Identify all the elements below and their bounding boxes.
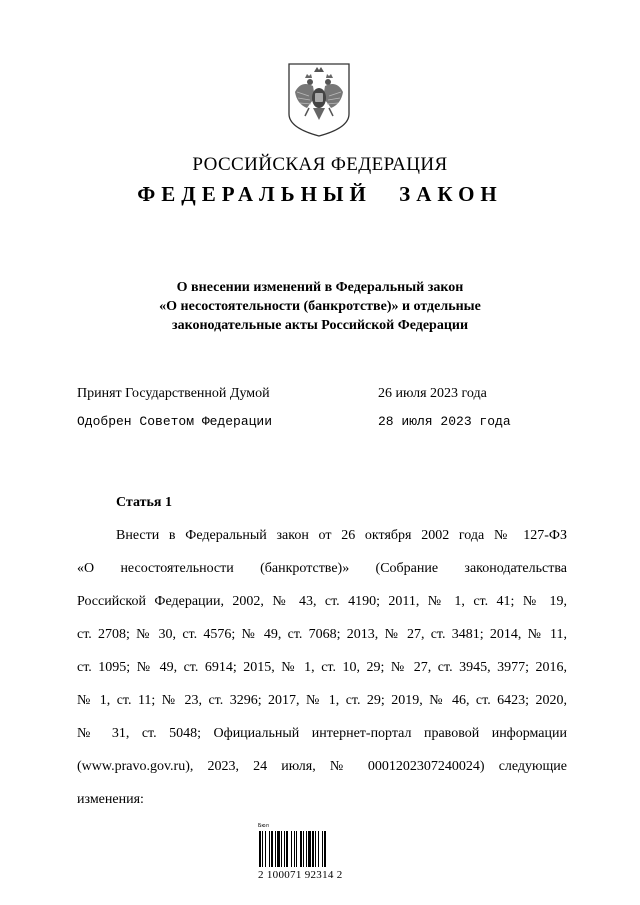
article-body-line: № 1, ст. 11; № 23, ст. 3296; 2017, № 1, ст. 29; 2019, № 46, ст. 6423; 2020, <box>77 693 567 708</box>
document-type-heading: ФЕДЕРАЛЬНЫЙ ЗАКОН <box>137 182 503 206</box>
barcode-bar <box>300 831 302 867</box>
article-body-line: изменения: <box>77 792 144 807</box>
barcode-bar <box>277 831 280 867</box>
barcode-bar <box>324 831 326 867</box>
article-body-line: № 31, ст. 5048; Официальный интернет-портал правовой информации <box>77 726 567 741</box>
barcode-bar <box>275 831 276 867</box>
barcode-bar <box>269 831 270 867</box>
barcode-bar <box>262 831 263 867</box>
barcode <box>258 823 354 885</box>
barcode-bar <box>306 831 307 867</box>
article-body-line: ст. 2708; № 30, ст. 4576; № 49, ст. 7068; 2013, № 27, ст. 3481; 2014, № 11, <box>77 627 567 642</box>
article-body-line: «О несостоятельности (банкротстве)» (Собрание законодательства <box>77 561 567 576</box>
article-heading: Статья 1 <box>116 495 172 510</box>
barcode-bars <box>258 831 354 867</box>
barcode-bar <box>259 831 261 867</box>
article-body-line: (www.pravo.gov.ru), 2023, 24 июля, № 0001202307240024) следующие <box>77 759 567 774</box>
council-approval-date: 28 июля 2023 года <box>378 414 511 429</box>
barcode-bar <box>312 831 314 867</box>
article-body-line: ст. 1095; № 49, ст. 6914; 2015, № 1, ст. 10, 29; № 27, ст. 3945, 3977; 2016, <box>77 660 567 675</box>
russian-coat-of-arms-icon <box>287 62 351 138</box>
law-title <box>100 278 540 335</box>
barcode-bar <box>315 831 316 867</box>
barcode-bar <box>322 831 323 867</box>
council-approval-label: Одобрен Советом Федерации <box>77 414 273 429</box>
barcode-bar <box>308 831 311 867</box>
barcode-bar <box>296 831 297 867</box>
duma-adoption-date: 26 июля 2023 года <box>378 386 487 401</box>
barcode-top-mark: Бюл <box>258 823 269 829</box>
law-title-line: «О несостоятельности (банкротстве)» и отдельные <box>159 299 481 314</box>
country-heading: РОССИЙСКАЯ ФЕДЕРАЦИЯ <box>192 154 448 175</box>
barcode-bar <box>318 831 319 867</box>
barcode-bar <box>265 831 266 867</box>
barcode-bar <box>303 831 304 867</box>
duma-adoption-label: Принят Государственной Думой <box>77 386 270 401</box>
barcode-bar <box>281 831 282 867</box>
article-body-line: Российской Федерации, 2002, № 43, ст. 4190; 2011, № 1, ст. 41; № 19, <box>77 594 567 609</box>
barcode-bar <box>271 831 273 867</box>
article-body-line: Внести в Федеральный закон от 26 октября 2002 года № 127-ФЗ <box>116 528 567 543</box>
barcode-bar <box>284 831 285 867</box>
law-title-line: законодательные акты Российской Федерации <box>171 318 469 333</box>
barcode-bar <box>291 831 292 867</box>
barcode-bar <box>294 831 295 867</box>
barcode-number: 2 100071 92314 2 <box>258 869 343 881</box>
law-title-line: О внесении изменений в Федеральный закон <box>176 280 464 295</box>
barcode-bar <box>286 831 288 867</box>
